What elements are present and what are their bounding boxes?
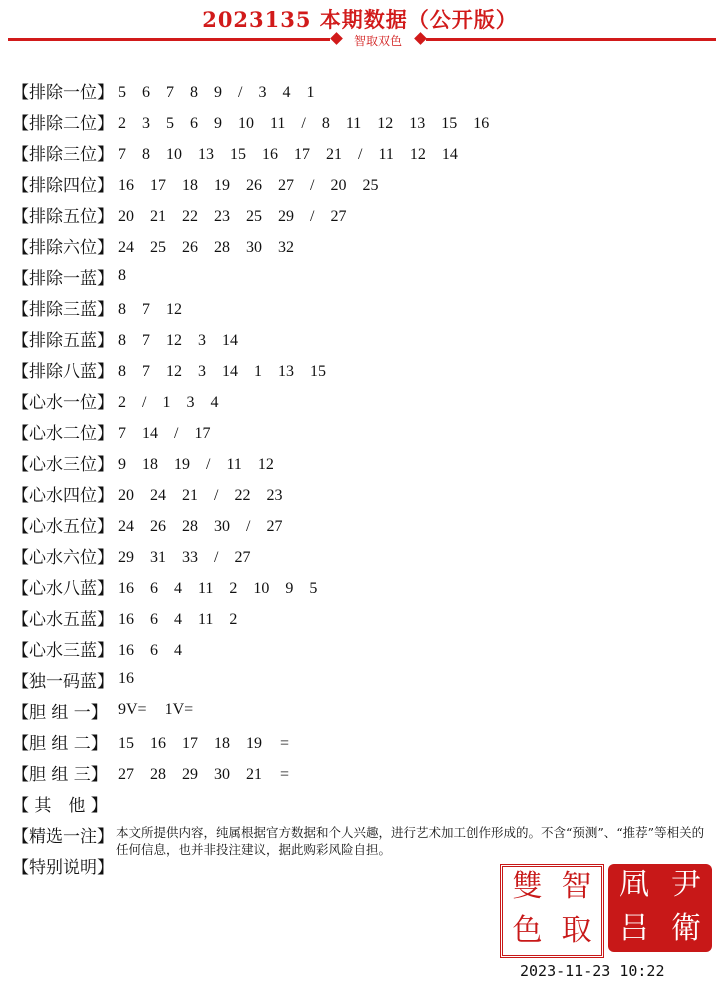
row-values: 8 7 12	[118, 300, 183, 318]
page-title: 2023135 本期数据（公开版）	[202, 7, 518, 32]
row-label: 【精选一注】	[12, 826, 114, 847]
row-label: 【心水二位】	[12, 423, 114, 444]
row-label: 【心水三位】	[12, 454, 114, 475]
disclaimer-text: 本文所提供内容，纯属根据官方数据和个人兴趣，进行艺术加工创作形成的。不含“预测”、“推荐”等相关的任何信息，也并非投注建议，据此购彩风险自担。	[116, 825, 705, 857]
data-row	[12, 138, 458, 166]
row-values: 9V= 1V=	[118, 701, 194, 718]
row-values: 24 25 26 28 30 32	[118, 238, 295, 256]
data-row	[12, 851, 118, 879]
row-values: 8 7 12 3 14	[118, 331, 239, 349]
header-rule-right	[426, 38, 716, 41]
data-row	[12, 727, 289, 755]
data-row	[12, 789, 118, 817]
row-values: 29 31 33 / 27	[118, 548, 251, 566]
row-label: 【心水一位】	[12, 392, 114, 413]
data-row	[12, 417, 210, 445]
header-diamond-right	[414, 32, 427, 45]
row-values: 2 / 1 3 4	[118, 393, 219, 411]
row-label: 【排除三蓝】	[12, 299, 114, 320]
data-row	[12, 603, 237, 631]
row-values: 7 8 10 13 15 16 17 21 / 11 12 14	[118, 145, 458, 163]
row-values: 15 16 17 18 19 =	[118, 734, 290, 752]
row-values: 5 6 7 8 9 / 3 4 1	[118, 83, 315, 101]
data-row	[12, 262, 126, 290]
row-values: 9 18 19 / 11 12	[118, 455, 274, 473]
data-row	[12, 665, 134, 693]
row-values: 2 3 5 6 9 10 11 / 8 11 12 13 15 16	[118, 114, 490, 132]
row-label: 【胆 组 三】	[12, 764, 108, 785]
row-label: 【排除三位】	[12, 144, 114, 165]
data-row	[12, 231, 294, 259]
row-label: 【心水三蓝】	[12, 640, 114, 661]
row-values: 16 6 4 11 2 10 9 5	[118, 579, 318, 597]
row-label: 【心水六位】	[12, 547, 114, 568]
data-row	[12, 107, 489, 135]
row-values: 16 6 4	[118, 641, 183, 659]
row-label: 【心水五位】	[12, 516, 114, 537]
row-values: 24 26 28 30 / 27	[118, 517, 283, 535]
row-values: 7 14 / 17	[118, 424, 211, 442]
header-rule-left	[8, 38, 330, 41]
seal-stamp-filled: 凮 尹 吕 衛	[608, 864, 712, 952]
row-values: 8 7 12 3 14 1 13 15	[118, 362, 327, 380]
row-values: 8	[118, 267, 126, 284]
data-row	[12, 510, 282, 538]
data-row	[12, 541, 250, 569]
data-row	[12, 448, 274, 476]
row-label: 【排除二位】	[12, 113, 114, 134]
row-label: 【排除四位】	[12, 175, 114, 196]
data-row	[12, 293, 182, 321]
row-label: 【排除一蓝】	[12, 268, 114, 289]
row-label: 【排除五位】	[12, 206, 114, 227]
data-row	[12, 572, 317, 600]
row-label: 【胆 组 一】	[12, 702, 108, 723]
data-row	[12, 76, 314, 104]
row-values: 27 28 29 30 21 =	[118, 765, 290, 783]
row-label: 【胆 组 二】	[12, 733, 108, 754]
data-row	[12, 634, 182, 662]
row-label: 【独一码蓝】	[12, 671, 114, 692]
data-row	[12, 200, 346, 228]
data-row	[12, 696, 193, 724]
page-subtitle: 智取双色	[353, 34, 402, 48]
row-values: 20 21 22 23 25 29 / 27	[118, 207, 347, 225]
data-row	[12, 324, 238, 352]
row-label: 【特别说明】	[12, 857, 114, 878]
row-label: 【排除八蓝】	[12, 361, 114, 382]
seal-stamp-outline: 雙 智 色 取	[500, 864, 604, 958]
data-row	[12, 355, 326, 383]
data-row	[12, 479, 282, 507]
row-label: 【排除五蓝】	[12, 330, 114, 351]
data-row	[12, 820, 118, 848]
row-label: 【排除一位】	[12, 82, 114, 103]
row-label: 【排除六位】	[12, 237, 114, 258]
row-label: 【心水四位】	[12, 485, 114, 506]
data-row	[12, 386, 218, 414]
row-values: 16 6 4 11 2	[118, 610, 238, 628]
row-values: 16	[118, 670, 134, 687]
data-row	[12, 758, 289, 786]
header-diamond-left	[330, 32, 343, 45]
data-row	[12, 169, 378, 197]
row-label: 【 其 他 】	[12, 795, 108, 816]
row-label: 【心水八蓝】	[12, 578, 114, 599]
row-label: 【心水五蓝】	[12, 609, 114, 630]
row-values: 20 24 21 / 22 23	[118, 486, 283, 504]
timestamp: 2023-11-23 10:22	[520, 962, 665, 980]
row-values: 16 17 18 19 26 27 / 20 25	[118, 176, 379, 194]
